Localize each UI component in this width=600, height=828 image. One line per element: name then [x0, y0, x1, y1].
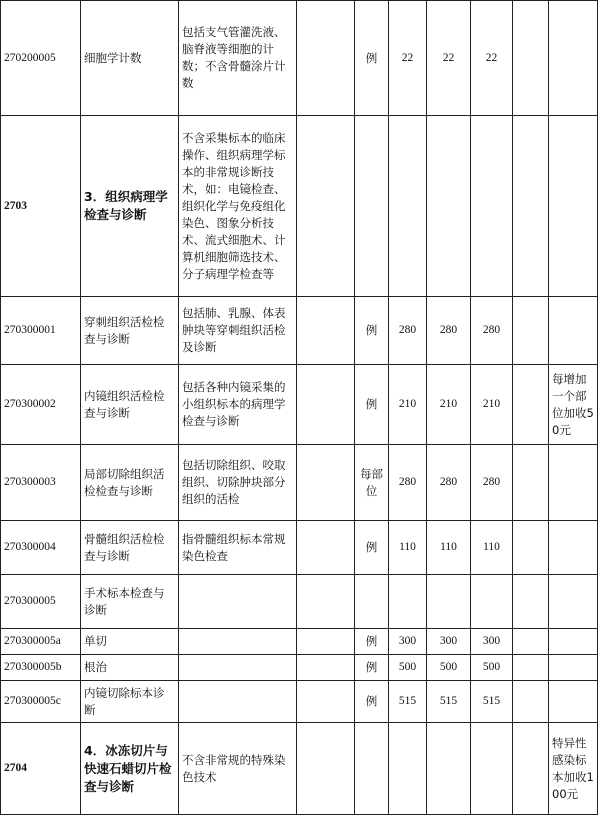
item-note	[549, 1, 598, 116]
price-2: 300	[427, 629, 471, 655]
price-1	[389, 575, 427, 629]
item-name: 根治	[81, 655, 179, 681]
price-3: 300	[471, 629, 513, 655]
item-unit: 例	[355, 681, 389, 723]
item-note: 特异性感染标本加收100元	[549, 723, 598, 815]
extra-column	[513, 1, 549, 116]
item-unit: 每部位	[355, 445, 389, 521]
item-note	[549, 655, 598, 681]
price-1: 280	[389, 445, 427, 521]
price-1: 22	[389, 1, 427, 116]
price-3: 110	[471, 521, 513, 575]
price-1: 280	[389, 297, 427, 365]
section-name: 3．组织病理学检查与诊断	[81, 116, 179, 297]
table-row	[1, 365, 598, 445]
item-content	[179, 655, 297, 681]
item-note	[549, 116, 598, 297]
price-1	[389, 723, 427, 815]
item-name: 手术标本检查与诊断	[81, 575, 179, 629]
price-3: 515	[471, 681, 513, 723]
extra-column	[513, 445, 549, 521]
excluded-content	[297, 681, 355, 723]
item-note: 每增加一个部位加收50元	[549, 365, 598, 445]
excluded-content	[297, 723, 355, 815]
table-row	[1, 723, 598, 815]
item-code: 270300005a	[1, 629, 81, 655]
item-unit	[355, 575, 389, 629]
excluded-content	[297, 655, 355, 681]
price-2: 110	[427, 521, 471, 575]
price-3: 500	[471, 655, 513, 681]
price-1: 110	[389, 521, 427, 575]
extra-column	[513, 575, 549, 629]
price-2: 280	[427, 445, 471, 521]
price-3: 22	[471, 1, 513, 116]
excluded-content	[297, 297, 355, 365]
item-name: 单切	[81, 629, 179, 655]
extra-column	[513, 116, 549, 297]
table-row	[1, 445, 598, 521]
price-1	[389, 116, 427, 297]
item-code: 270300004	[1, 521, 81, 575]
item-note	[549, 681, 598, 723]
price-3: 280	[471, 297, 513, 365]
item-unit: 例	[355, 655, 389, 681]
excluded-content	[297, 445, 355, 521]
item-code: 270300005b	[1, 655, 81, 681]
item-content	[179, 629, 297, 655]
extra-column	[513, 521, 549, 575]
section-code: 2703	[1, 116, 81, 297]
price-3: 210	[471, 365, 513, 445]
price-1: 210	[389, 365, 427, 445]
excluded-content	[297, 1, 355, 116]
excluded-content	[297, 521, 355, 575]
price-3	[471, 116, 513, 297]
extra-column	[513, 655, 549, 681]
excluded-content	[297, 365, 355, 445]
price-2: 500	[427, 655, 471, 681]
price-2: 210	[427, 365, 471, 445]
item-unit	[355, 116, 389, 297]
item-name: 内镜组织活检检查与诊断	[81, 365, 179, 445]
item-name: 骨髓组织活检检查与诊断	[81, 521, 179, 575]
price-2	[427, 723, 471, 815]
extra-column	[513, 365, 549, 445]
item-content: 包括切除组织、咬取组织、切除肿块部分组织的活检	[179, 445, 297, 521]
price-1: 300	[389, 629, 427, 655]
price-3: 280	[471, 445, 513, 521]
item-content: 包括肺、乳腺、体表肿块等穿刺组织活检及诊断	[179, 297, 297, 365]
item-content	[179, 681, 297, 723]
item-note	[549, 521, 598, 575]
item-name: 内镜切除标本诊断	[81, 681, 179, 723]
table-row	[1, 575, 598, 629]
item-unit: 例	[355, 521, 389, 575]
item-unit	[355, 723, 389, 815]
item-code: 270300002	[1, 365, 81, 445]
item-unit: 例	[355, 629, 389, 655]
item-note	[549, 445, 598, 521]
item-content: 包括各种内镜采集的小组织标本的病理学检查与诊断	[179, 365, 297, 445]
item-content: 不含采集标本的临床操作、组织病理学标本的非常规诊断技术，如：电镜检查、组织化学与免疫组化染色、图象分析技术、流式细胞术、计算机细胞筛选技术、分子病理学检查等	[179, 116, 297, 297]
item-name: 细胞学计数	[81, 1, 179, 116]
item-content: 包括支气管灌洗液、脑脊液等细胞的计数；不含骨髓涂片计数	[179, 1, 297, 116]
price-2: 280	[427, 297, 471, 365]
item-code: 270200005	[1, 1, 81, 116]
item-code: 270300001	[1, 297, 81, 365]
extra-column	[513, 297, 549, 365]
item-note	[549, 297, 598, 365]
item-code: 270300005	[1, 575, 81, 629]
section-code: 2704	[1, 723, 81, 815]
price-1: 500	[389, 655, 427, 681]
extra-column	[513, 681, 549, 723]
table-row	[1, 655, 598, 681]
excluded-content	[297, 629, 355, 655]
price-3	[471, 723, 513, 815]
item-code: 270300005c	[1, 681, 81, 723]
item-content: 不含非常规的特殊染色技术	[179, 723, 297, 815]
table-row	[1, 297, 598, 365]
item-unit: 例	[355, 1, 389, 116]
item-content	[179, 575, 297, 629]
price-2: 515	[427, 681, 471, 723]
item-unit: 例	[355, 297, 389, 365]
item-unit: 例	[355, 365, 389, 445]
table-row	[1, 116, 598, 297]
item-note	[549, 575, 598, 629]
extra-column	[513, 723, 549, 815]
table-row	[1, 681, 598, 723]
item-name: 局部切除组织活检检查与诊断	[81, 445, 179, 521]
item-content: 指骨髓组织标本常规染色检查	[179, 521, 297, 575]
price-2	[427, 575, 471, 629]
table-row	[1, 521, 598, 575]
item-name: 穿刺组织活检检查与诊断	[81, 297, 179, 365]
price-3	[471, 575, 513, 629]
item-code: 270300003	[1, 445, 81, 521]
price-2	[427, 116, 471, 297]
excluded-content	[297, 116, 355, 297]
table-row	[1, 629, 598, 655]
table-row	[1, 1, 598, 116]
extra-column	[513, 629, 549, 655]
excluded-content	[297, 575, 355, 629]
section-name: 4．冰冻切片与快速石蜡切片检查与诊断	[81, 723, 179, 815]
price-2: 22	[427, 1, 471, 116]
price-1: 515	[389, 681, 427, 723]
item-note	[549, 629, 598, 655]
